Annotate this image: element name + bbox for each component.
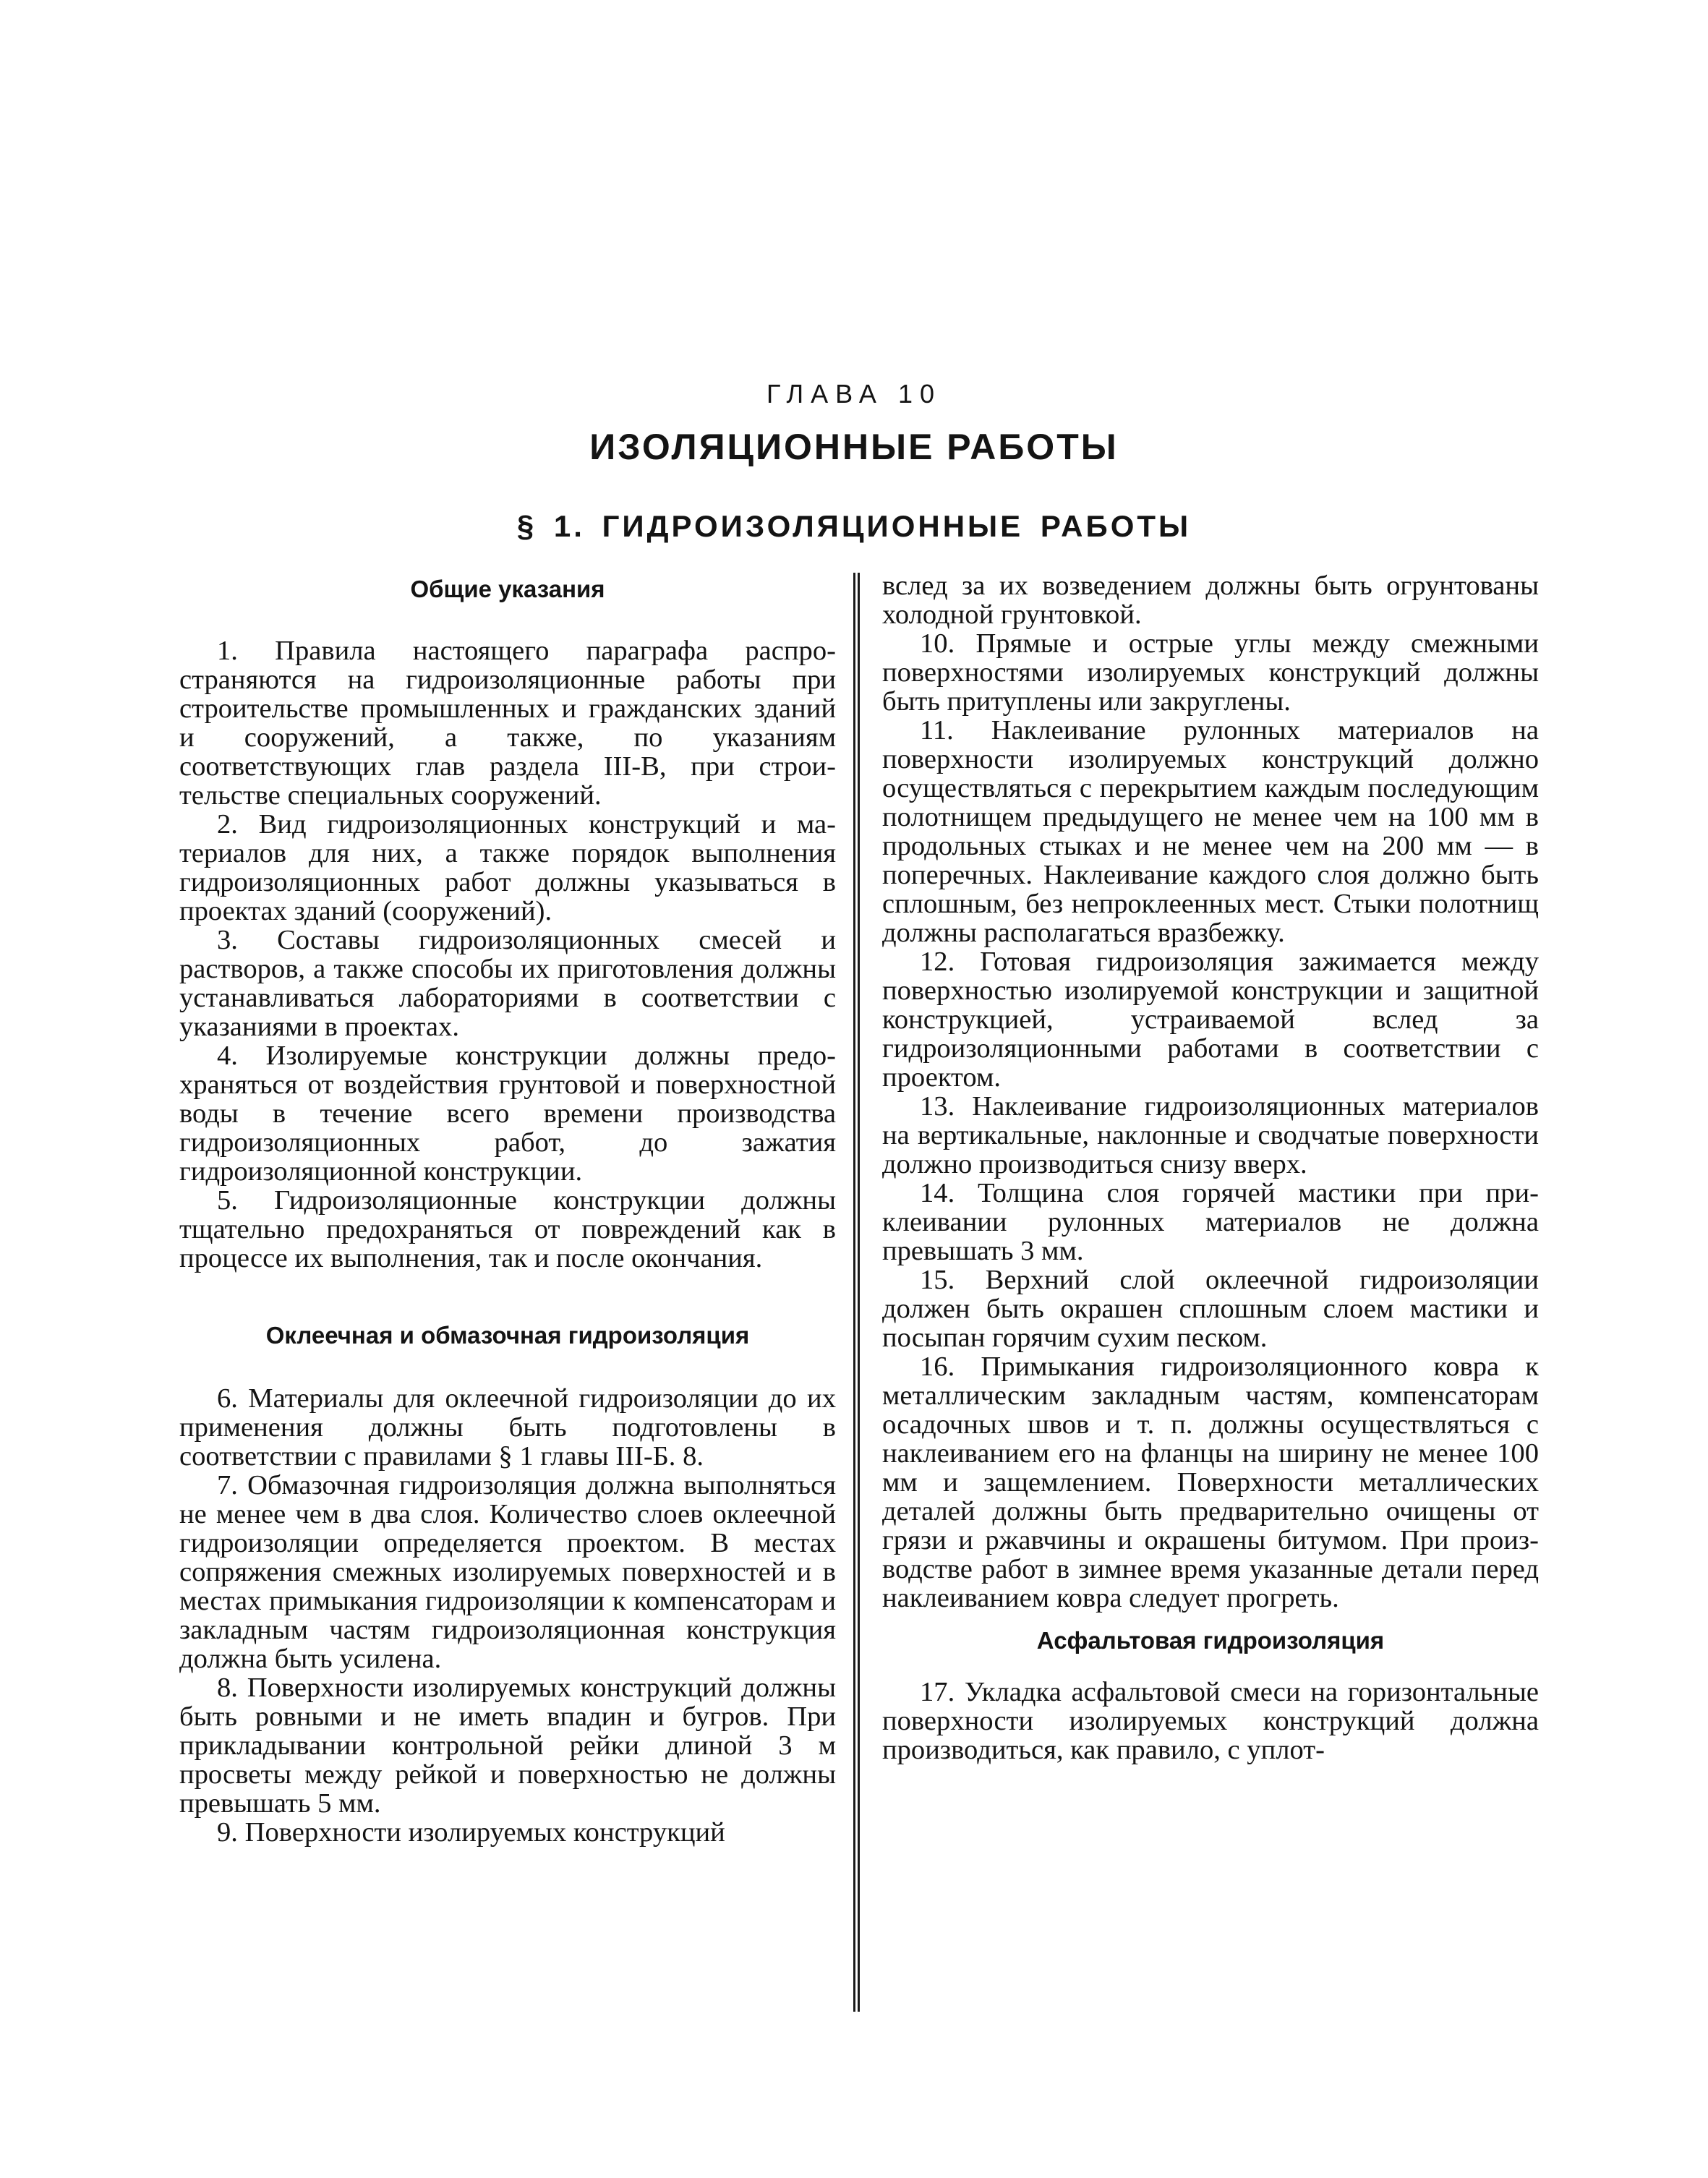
paragraph-5: 5. Гидроизоляционные конструкции должны тщательно предохраняться от повреждений как в процессе их выполнения, так и после окончания. <box>179 1185 836 1273</box>
section-title: § 1. ГИДРОИЗОЛЯЦИОННЫЕ РАБОТЫ <box>516 509 1192 543</box>
paragraph-6: 6. Материалы для оклеечной гидроизоляции до их применения должны быть подготовлены в соответствии с правилами § 1 главы III-Б. 8. <box>179 1383 836 1472</box>
paragraph-14: 14. Толщина слоя горячей мастики при приклеивании рулонных материалов не должна превышать 3 мм. <box>882 1178 1539 1266</box>
paragraph-17: 17. Укладка асфальтовой смеси на горизонтальные поверхности изолируемых конструкций должна производиться, как правило, с уплот- <box>882 1677 1539 1765</box>
subsection-heading-asphalt: Асфальтовая гидроизоляция <box>1036 1627 1385 1654</box>
column-divider <box>853 573 860 2012</box>
paragraph-9-continued: вслед за их возведением должны быть огрунтованы холодной грунтовкой. <box>882 571 1539 630</box>
chapter-label: ГЛАВА 10 <box>767 379 941 409</box>
paragraph-4: 4. Изолируемые конструкции должны предохраняться от воздействия грунтовой и поверхностной воды в течение всего времени производства гидроизоляционных работ, до зажатия гидроизоляционной конструкции. <box>179 1041 836 1187</box>
paragraph-10: 10. Прямые и острые углы между смежными поверхностями изолируемых конструкций должны быть притуплены или закруглены. <box>882 628 1539 717</box>
paragraph-3: 3. Составы гидроизоляционных смесей и растворов, а также способы их приготовления должны устанавливаться лабораториями в соответствии с указаниями в проектах. <box>179 925 836 1042</box>
paragraph-16: 16. Примыкания гидроизоляционного ковра к металлическим закладным частям, компенсаторам осадочных швов и т. п. должны осуществляться с наклеиванием его на фланцы на ширину не менее 100 мм и защемлением. Поверхности металлических деталей должны быть предварительно очищены от грязи и ржавчины и окрашены битумом. При производстве работ в зимнее время указанные детали перед наклеиванием ковра следует прогреть. <box>882 1351 1539 1613</box>
paragraph-2: 2. Вид гидроизоляционных конструкций и материалов для них, а также порядок выполнения гидроизоляционных работ должны указываться в проектах зданий (сооружений). <box>179 809 836 926</box>
paragraph-12: 12. Готовая гидроизоляция зажимается между поверхностью изолируемой конструкции и защитной конструкцией, устраиваемой вслед за гидроизоляционными работами в соответствии с проектом. <box>882 947 1539 1093</box>
right-column <box>882 571 1539 1764</box>
paragraph-8: 8. Поверхности изолируемых конструкций должны быть ровными и не иметь впадин и бугров. При прикладывании контрольной рейки длиной 3 м просветы между рейкой и поверхностью не должны превышать 5 мм. <box>179 1673 836 1819</box>
left-column <box>179 571 836 1847</box>
paragraph-11: 11. Наклеивание рулонных материалов на поверхности изолируемых конструкций должно осуществляться с перекрытием каждым последующим полотнищем предыдущего не менее чем на 100 мм в продольных стыках и не менее чем на 200 мм — в поперечных. Наклеивание каждого слоя должно быть сплошным, без непроклеенных мест. Стыки полотнищ должны располагаться вразбежку. <box>882 715 1539 948</box>
chapter-title: ИЗОЛЯЦИОННЫЕ РАБОТЫ <box>589 427 1119 467</box>
paragraph-7: 7. Обмазочная гидроизоляция должна выполняться не менее чем в два слоя. Количество слоев оклеечной гидроизоляции определяется проектом. В местах сопряжения смежных изолируемых поверхностей и в местах примыкания гидроизоляции к компенсаторам и закладным частям гидроизоляционная конструкция должна быть усилена. <box>179 1470 836 1674</box>
paragraph-13: 13. Наклеивание гидроизоляционных материалов на вертикальные, наклонные и сводчатые поверхности должно производиться снизу вверх. <box>882 1091 1539 1179</box>
subsection-heading-pasted: Оклеечная и обмазочная гидроизоляция <box>265 1322 750 1349</box>
subsection-heading-general: Общие указания <box>410 576 605 602</box>
paragraph-15: 15. Верхний слой оклеечной гидроизоляции должен быть окрашен сплошным слоем мастики и посыпан горячим сухим песком. <box>882 1265 1539 1353</box>
paragraph-9: 9. Поверхности изолируемых конструкций <box>217 1817 725 1848</box>
paragraph-1: 1. Правила настоящего параграфа распространяются на гидроизоляционные работы при строительстве промышленных и гражданских зданий и сооружений, а также, по указаниям соответствующих глав раздела III-В, при строительстве специальных сооружений. <box>179 636 836 811</box>
